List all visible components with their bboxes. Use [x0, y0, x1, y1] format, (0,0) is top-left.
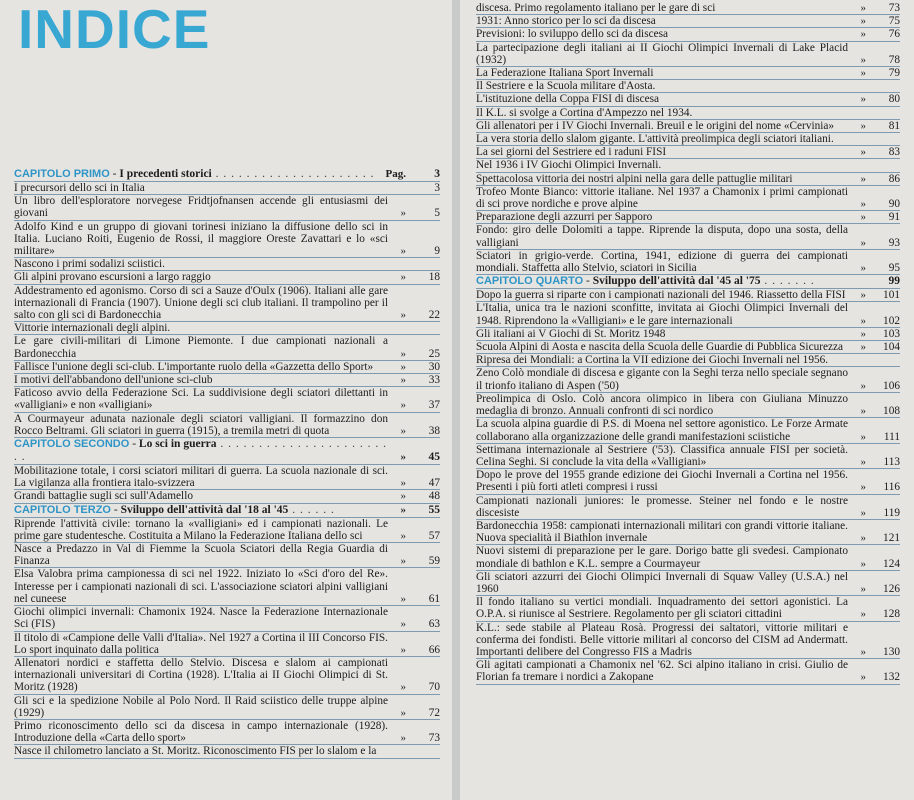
toc-entry: [476, 133, 900, 146]
page-number: 25: [428, 347, 440, 360]
leader-dots: . . . . . . .: [760, 275, 815, 288]
chapter-number: CAPITOLO SECONDO: [14, 438, 130, 451]
entry-text: Primo riconoscimento dello sci da discesa in campo internazionale (1928). Introduzione della «Carta dello sport»: [14, 719, 388, 745]
entry-text: discesa. Primo regolamento italiano per le gare di sci: [476, 2, 716, 14]
page-number: 102: [883, 314, 900, 327]
toc-entry: [476, 418, 900, 443]
toc-entry: [14, 271, 440, 284]
chapter-number: CAPITOLO PRIMO: [14, 168, 110, 180]
page-number: 33: [428, 374, 440, 387]
entry-text: Campionati nazionali juniores: le promesse. Steiner nel fondo e le nostre discesiste: [476, 494, 848, 519]
entry-text: La Federazione Italiana Sport Invernali: [476, 67, 654, 80]
ditto-mark: »: [860, 314, 866, 327]
page-number: 3: [434, 182, 440, 194]
toc-entry: [14, 387, 440, 412]
left-page: [0, 0, 452, 800]
leader-dots: . . . . . .: [288, 503, 335, 516]
toc-entry: [14, 490, 440, 503]
page-number: 76: [888, 28, 900, 41]
page-number: 37: [428, 399, 440, 412]
page-number: 93: [888, 236, 900, 249]
ditto-mark: »: [400, 477, 406, 490]
toc-entry: [476, 302, 900, 327]
toc-entry: [14, 745, 440, 758]
entry-text: Giochi olimpici invernali: Chamonix 1924. Nasce la Federazione Internazionale Sci (FIS): [14, 606, 388, 631]
toc-entry: [14, 285, 440, 323]
ditto-mark: »: [860, 53, 866, 66]
ditto-mark: »: [860, 455, 866, 468]
ditto-mark: »: [860, 67, 866, 80]
entry-text: Ripresa dei Mondiali: a Cortina la VII edizione dei Giochi Invernali nel 1956.: [476, 354, 829, 367]
entry-text: Nasce il chilometro lanciato a St. Moritz. Riconoscimento FIS per lo slalom e la: [14, 745, 377, 758]
entry-text: A Courmayeur adunata nazionale degli sciatori valligiani. Il formazzino don Rocco Beltrami. Gli sciatori in guerra (1915), a tremila metri di quota: [14, 412, 388, 437]
page-number: 116: [883, 481, 900, 494]
leader-dots: . . . . . . . . . . . . . . . . . . . . .: [211, 168, 375, 180]
toc-entry: [14, 322, 440, 335]
chapter-number: CAPITOLO QUARTO: [476, 275, 584, 288]
entry-text: Zeno Colò mondiale di discesa e gigante con la Seghi terza nello speciale segnano il trionfo italiano di Aspen ('50): [476, 367, 848, 392]
entry-text: Bardonecchia 1958: campionati internazionali militari con grandi vittorie italiane. Nuova specialità il Biathlon invernale: [476, 519, 848, 545]
entry-text: Settimana internazionale al Sestriere ('53). Classifica annuale FISI per società. Celina Seghi. Si conclude la vita della «Valligiani»: [476, 443, 848, 468]
leader-dots: . . . . . . . . . . . . . . . . . . . . . . . .: [14, 438, 388, 464]
toc-entry: [14, 374, 440, 387]
entry-text: Nasce a Predazzo in Val di Fiemme la Scuola Sciatori della Regia Guardia di Finanza: [14, 543, 388, 568]
page-number: 132: [883, 671, 900, 684]
ditto-mark: »: [860, 146, 866, 159]
toc-entry: [14, 720, 440, 745]
toc-entry: [476, 67, 900, 80]
entry-text: Gli agitati campionati a Chamonix nel '62. Sci alpino italiano in crisi. Giulio de Florian fa tremare i nordici a Zakopane: [476, 659, 848, 684]
ditto-mark: »: [860, 379, 866, 392]
page-number: 128: [883, 608, 900, 621]
entry-text: Gli sci e la spedizione Nobile al Polo Nord. Il Raid sciistico delle truppe alpine (1929): [14, 694, 388, 719]
toc-entry: [14, 465, 440, 490]
ditto-mark: »: [860, 671, 866, 684]
chapter-heading: [14, 168, 440, 182]
ditto-mark: »: [860, 15, 866, 28]
page-number: 86: [888, 172, 900, 185]
ditto-mark: »: [860, 2, 866, 14]
entry-text: Gli italiani ai V Giochi di St. Moritz 1948: [476, 327, 666, 340]
entry-text: Adolfo Kind e un gruppo di giovani torinesi iniziano la diffusione dello sci in Italia. Luciano Roiti, Eugenio de Rossi, il maggiore Oreste Zavattari e lo «sci militare»: [14, 220, 388, 258]
toc-entry: [476, 224, 900, 249]
entry-text: Scuola Alpini di Aosta e nascita della Scuola delle Guardie di Pubblica Sicurezza: [476, 341, 844, 354]
entry-text: Dopo la guerra si riparte con i campionati nazionali del 1946. Riassetto della FISI: [476, 289, 846, 302]
entry-text: Il titolo di «Campione delle Valli d'Italia». Nel 1927 a Cortina il III Concorso FIS. Lo sport inquinato dalla politica: [14, 631, 388, 656]
ditto-mark: »: [860, 341, 866, 354]
page-label: »: [400, 451, 406, 464]
toc-entry: [476, 367, 900, 392]
toc-entry: [476, 393, 900, 418]
page-number: 99: [888, 275, 900, 288]
toc-entry: [476, 15, 900, 28]
entry-text: Vittorie internazionali degli alpini.: [14, 322, 171, 335]
entry-text: Nel 1936 i IV Giochi Olimpici Invernali.: [476, 159, 662, 172]
toc-entry: [476, 250, 900, 275]
page-number: 72: [428, 706, 440, 719]
toc-entry: [476, 173, 900, 186]
page-number: 3: [434, 168, 440, 180]
page-number: 9: [434, 245, 440, 258]
page-number: 95: [888, 262, 900, 275]
ditto-mark: »: [400, 424, 406, 437]
entry-text: I motivi dell'abbandono dell'unione sci-club: [14, 374, 213, 387]
toc-right-column: [476, 2, 900, 685]
chapter-title: Lo sci in guerra: [138, 438, 217, 451]
chapter-number: CAPITOLO TERZO: [14, 503, 111, 516]
toc-entry: [476, 354, 900, 367]
entry-text: I precursori dello sci in Italia: [14, 182, 145, 194]
entry-text: Preparazione degli azzurri per Sapporo: [476, 211, 653, 224]
ditto-mark: »: [860, 262, 866, 275]
entry-text: Il K.L. si svolge a Cortina d'Ampezzo nel 1934.: [476, 106, 693, 119]
ditto-mark: »: [860, 172, 866, 185]
ditto-mark: »: [400, 309, 406, 322]
ditto-mark: »: [400, 360, 406, 373]
entry-text: La partecipazione degli italiani ai II Giochi Olimpici Invernali di Lake Placid (1932): [476, 41, 848, 66]
chapter-title: Sviluppo dell'attività dal '18 al '45: [120, 503, 289, 516]
entry-text: Il fondo italiano su vertici mondiali. Inquadramento dei settori agonistici. La O.P.A. si riunisce al Sestriere. Regolamento per gli sciatori cittadini: [476, 596, 848, 621]
chapter-separator: -: [129, 438, 139, 451]
entry-text: Sciatori in grigio-verde. Cortina, 1941, edizione di guerra dei campionati mondiali. Staffetta allo Stelvio, sciatori in Sicilia: [476, 249, 848, 275]
page-number: 22: [428, 309, 440, 322]
entry-text: Fondo: giro delle Dolomiti a tappe. Riprende la disputa, dopo una sosta, della valligiani: [476, 224, 848, 249]
page-number: 73: [428, 732, 440, 745]
entry-text: Mobilitazione totale, i corsi sciatori militari di guerra. La scuola nazionale di sci. La vigilanza alla frontiera italo-svizzera: [14, 465, 388, 490]
ditto-mark: »: [400, 592, 406, 605]
toc-entry: [476, 93, 900, 106]
entry-text: Previsioni: lo sviluppo dello sci da discesa: [476, 28, 669, 41]
entry-text: Riprende l'attività civile: tornano la «valligiani» ed i campionati nazionali. Le prime gare studentesche. Costituita a Milano la Federazione Italiana dello sci: [14, 517, 388, 542]
ditto-mark: »: [860, 119, 866, 132]
page-number: 47: [428, 477, 440, 490]
page-label: »: [400, 503, 406, 516]
ditto-mark: »: [860, 481, 866, 494]
toc-entry: [476, 159, 900, 172]
toc-entry: [476, 444, 900, 469]
toc-entry: [476, 328, 900, 341]
page-number: 38: [428, 424, 440, 437]
entry-text: Il Sestriere e la Scuola militare d'Aosta.: [476, 80, 656, 93]
entry-text: Elsa Valobra prima campionessa di sci nel 1922. Iniziato lo «Sci d'oro del Re». Interesse per i campionati nazionali di sci. L'associazione sciatori alpini valligiani nel cuneese: [14, 568, 388, 605]
toc-entry: [476, 120, 900, 133]
entry-text: Addestramento ed agonismo. Corso di sci a Sauze d'Oulx (1906). Italiani alle gare internazionali di Francia (1907). Unione degli sci club italiani. Il trampolino per il salto con gli sci di Bardonecchia: [14, 284, 388, 322]
page-number: 80: [888, 93, 900, 106]
toc-entry: [14, 632, 440, 657]
ditto-mark: »: [400, 555, 406, 568]
page-number: 48: [428, 490, 440, 503]
page-number: 5: [434, 207, 440, 220]
entry-text: Fallisce l'unione degli sci-club. L'importante ruolo della «Gazzetta dello Sport»: [14, 360, 374, 373]
entry-text: K.L.: sede stabile al Plateau Rosà. Progressi dei saltatori, vittorie militari e conferma dei fondisti. Belle vittorie militari al concorso del CISM ad Andermatt. Importanti delibere del Congresso FIS a Madris: [476, 621, 848, 658]
toc-entry: [14, 518, 440, 543]
toc-entry: [14, 568, 440, 606]
ditto-mark: »: [400, 271, 406, 284]
toc-entry: [476, 495, 900, 520]
page-number: 61: [428, 592, 440, 605]
toc-entry: [476, 520, 900, 545]
ditto-mark: »: [400, 374, 406, 387]
toc-left-column: [14, 168, 440, 759]
entry-text: Gli sciatori azzurri dei Giochi Olimpici Invernali di Squaw Valley (U.S.A.) nel 1960: [476, 570, 848, 595]
toc-entry: [476, 42, 900, 67]
toc-entry: [14, 258, 440, 271]
toc-entry: [14, 695, 440, 720]
toc-entry: [14, 543, 440, 568]
ditto-mark: »: [860, 582, 866, 595]
toc-entry: [476, 596, 900, 621]
page-number: 111: [883, 430, 900, 443]
ditto-mark: »: [860, 93, 866, 106]
chapter-separator: -: [583, 275, 593, 288]
toc-entry: [476, 80, 900, 93]
page-number: 130: [883, 645, 900, 658]
chapter-title: Sviluppo dell'attività dal '45 al '75: [592, 275, 761, 288]
ditto-mark: »: [860, 645, 866, 658]
ditto-mark: »: [400, 681, 406, 694]
entry-text: Un libro dell'esploratore norvegese Fridtjofnansen accende gli entusiasmi dei giovani: [14, 195, 388, 220]
toc-entry: [14, 335, 440, 360]
toc-entry: [476, 146, 900, 159]
page-number: 81: [888, 119, 900, 132]
toc-entry: [476, 659, 900, 684]
page-number: 30: [428, 360, 440, 373]
toc-entry: [476, 469, 900, 494]
ditto-mark: »: [860, 327, 866, 340]
ditto-mark: »: [400, 207, 406, 220]
toc-entry: [476, 622, 900, 660]
page-title: INDICE: [18, 0, 211, 60]
page-number: 73: [888, 2, 900, 14]
entry-text: Trofeo Monte Bianco: vittorie italiane. Nel 1937 a Chamonix i primi campionati di sci prove nordiche e prove alpine: [476, 185, 848, 211]
toc-entry: [14, 606, 440, 631]
toc-entry: [14, 361, 440, 374]
entry-text: Gli alpini provano escursioni a largo raggio: [14, 271, 211, 284]
page-number: 126: [883, 582, 900, 595]
ditto-mark: »: [860, 557, 866, 570]
ditto-mark: »: [860, 430, 866, 443]
ditto-mark: »: [860, 211, 866, 224]
ditto-mark: »: [860, 198, 866, 211]
page-number: 70: [428, 681, 440, 694]
toc-entry: [476, 186, 900, 211]
toc-entry: [14, 195, 440, 220]
page-number: 45: [428, 451, 440, 464]
page-number: 90: [888, 198, 900, 211]
ditto-mark: »: [860, 405, 866, 418]
chapter-heading: [476, 275, 900, 289]
toc-entry: [14, 657, 440, 695]
ditto-mark: »: [400, 706, 406, 719]
entry-text: Faticoso avvio della Federazione Sci. La suddivisione degli sciatori dilettanti in «valligiani» e non «valligiani»: [14, 387, 388, 412]
ditto-mark: »: [400, 529, 406, 542]
book-gutter: [452, 0, 460, 800]
entry-text: L'istituzione della Coppa FISI di discesa: [476, 93, 660, 106]
entry-text: La scuola alpina guardie di P.S. di Moena nel settore agonistico. Le Forze Armate collaborano alla organizzazione delle grandi manifestazioni sciistiche: [476, 418, 848, 443]
page-number: 75: [888, 15, 900, 28]
page-number: 59: [428, 555, 440, 568]
page-number: 121: [883, 532, 900, 545]
toc-entry: [476, 107, 900, 120]
page-number: 57: [428, 529, 440, 542]
chapter-heading: [14, 438, 440, 465]
ditto-mark: »: [860, 532, 866, 545]
entry-text: 1931: Anno storico per lo sci da discesa: [476, 15, 656, 28]
page-number: 91: [888, 211, 900, 224]
page-number: 18: [428, 271, 440, 284]
chapter-separator: -: [110, 503, 121, 516]
entry-text: Nascono i primi sodalizi sciistici.: [14, 258, 165, 271]
page-label: Pag.: [385, 168, 406, 180]
page-number: 63: [428, 618, 440, 631]
page-number: 103: [883, 327, 900, 340]
ditto-mark: »: [400, 347, 406, 360]
toc-entry: [476, 211, 900, 224]
entry-text: Gli allenatori per i IV Giochi Invernali. Breuil e le origini del nome «Cervinia»: [476, 119, 835, 132]
chapter-title: I precedenti storici: [119, 168, 212, 180]
page-number: 113: [883, 455, 900, 468]
page-number: 106: [883, 379, 900, 392]
toc-entry: [14, 413, 440, 438]
page-number: 108: [883, 405, 900, 418]
entry-text: La vera storia dello slalom gigante. L'attività preolimpica degli sciatori italiani.: [476, 133, 834, 146]
toc-entry: [476, 571, 900, 596]
chapter-heading: [14, 504, 440, 518]
entry-text: Spettacolosa vittoria dei nostri alpini nella gara delle pattuglie militari: [476, 172, 793, 185]
ditto-mark: »: [860, 289, 866, 302]
entry-text: La sei giorni del Sestriere ed i raduni FISI: [476, 146, 667, 159]
ditto-mark: »: [400, 643, 406, 656]
page-number: 78: [888, 53, 900, 66]
toc-entry: [476, 28, 900, 41]
ditto-mark: »: [400, 732, 406, 745]
ditto-mark: »: [400, 490, 406, 503]
ditto-mark: »: [860, 608, 866, 621]
page-number: 79: [888, 67, 900, 80]
page-number: 104: [883, 341, 900, 354]
toc-entry: [476, 341, 900, 354]
page-number: 101: [883, 289, 900, 302]
entry-text: L'Italia, unica tra le nazioni sconfitte, invitata ai Giochi Olimpici Invernali del 1948. Riprendono la «Valligiani» e le gare internazionali: [476, 302, 848, 327]
ditto-mark: »: [400, 618, 406, 631]
entry-text: Allenatori nordici e staffetta dello Stelvio. Discesa e slalom ai campionati internazionali universitari di Cortina (1928). L'Italia ai II Giochi Olimpici di St. Moritz (1928): [14, 656, 388, 694]
right-page: [460, 0, 914, 800]
toc-entry: [476, 289, 900, 302]
entry-text: Preolimpica di Oslo. Colò ancora olimpico in libera con Giuliana Minuzzo medaglia di bronzo. Annuali confronti di sci nordico: [476, 392, 848, 418]
page-number: 83: [888, 146, 900, 159]
ditto-mark: »: [860, 506, 866, 519]
toc-entry: [14, 182, 440, 195]
entry-text: Dopo le prove del 1955 grande edizione dei Giochi Invernali a Cortina nel 1956. Presenti i più forti atleti compresi i russi: [476, 469, 848, 494]
page-number: 124: [883, 557, 900, 570]
page-number: 55: [428, 503, 440, 516]
toc-entry: [476, 2, 900, 15]
chapter-separator: -: [109, 168, 120, 180]
toc-entry: [14, 221, 440, 259]
page-number: 66: [428, 643, 440, 656]
entry-text: Nuovi sistemi di preparazione per le gare. Dorigo batte gli svedesi. Campionato mondiale di bathlon e K.L. sempre a Courmayeur: [476, 545, 848, 570]
ditto-mark: »: [400, 399, 406, 412]
ditto-mark: »: [860, 236, 866, 249]
ditto-mark: »: [860, 28, 866, 41]
entry-text: Grandi battaglie sugli sci sull'Adamello: [14, 490, 193, 503]
entry-text: Le gare civili-militari di Limone Piemonte. I due campionati nazionali a Bardonecchia: [14, 335, 388, 360]
page-number: 119: [883, 506, 900, 519]
toc-entry: [476, 545, 900, 570]
ditto-mark: »: [400, 245, 406, 258]
